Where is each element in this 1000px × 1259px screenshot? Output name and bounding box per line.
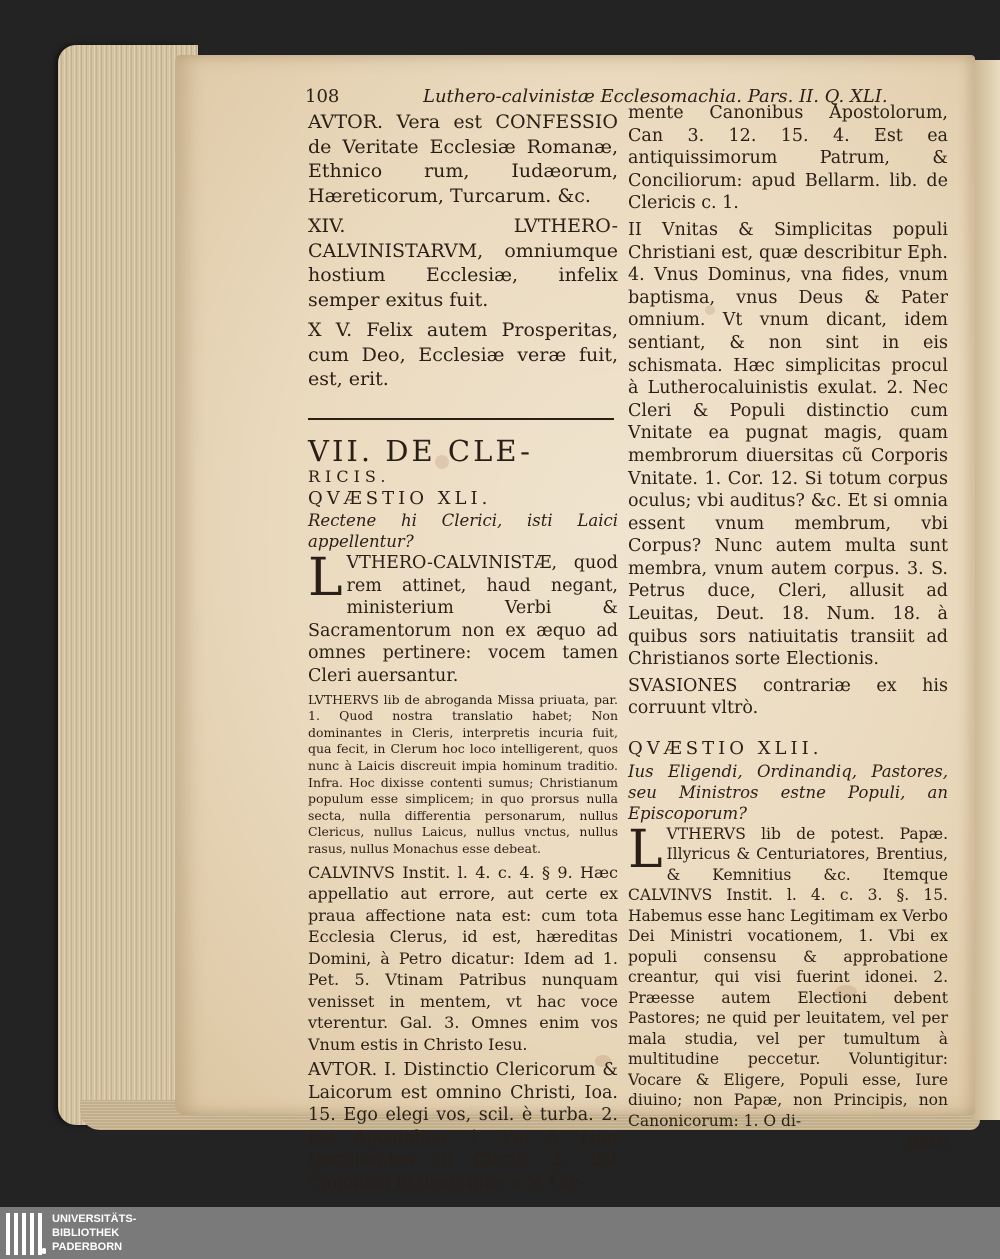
library-name-line: BIBLIOTHEK bbox=[52, 1227, 120, 1239]
page-number: 108 bbox=[305, 86, 340, 107]
library-name-line: UNIVERSITÄTS- bbox=[52, 1213, 137, 1225]
paragraph: SVASIONES contrariæ ex his corruunt vltrò. bbox=[628, 675, 948, 719]
paragraph: AVTOR. I. Distinctio Clericorum & Laicorum est omnino Christi, Ioa. 15. Ego elegi vos, scil. è turba. 2. Est Apostolica, 1. Pet 5. Non Dominantes in Cleris. 3. Est Canonica in descriptis à S. Cle- bbox=[308, 1060, 618, 1194]
paragraph-text: VTHERO-CALVINISTÆ, quod rem attinet, haud negant, ministerium Verbi & Sacramentorum non ex æquo ad omnes pertinere: vocem tamen Cleri auersantur. bbox=[308, 553, 618, 687]
paragraph: CALVINVS Instit. l. 4. c. 4. § 9. Hæc appellatio aut errore, aut certe ex praua affectione nata est: cum tota Ecclesia Clerus, id est, hæreditas Domini, à Petro dicatur: Idem ad 1. Pet. 5. Vtinam Patribus nunquam venisset in mentem, vt hac voce vterentur. Gal. 3. Omnes enim vos Vnum estis in Christo Iesu. bbox=[308, 862, 618, 1054]
question-heading: QVÆSTIO XLI. bbox=[308, 487, 492, 509]
paragraph: AVTOR. Vera est CONFESSIO de Veritate Ecclesiæ Romanæ, Ethnico rum, Iudæorum, Hæreticorum, Turcarum. &c. bbox=[308, 111, 618, 207]
paragraph bbox=[628, 819, 948, 1132]
library-logo-icon bbox=[6, 1213, 46, 1255]
running-title: Luthero-calvinistæ Ecclesomachia. Pars. II. Q. XLI. bbox=[423, 86, 888, 107]
paragraph: II Vnitas & Simplicitas populi Christiani est, quæ describitur Eph. 4. Vnus Dominus, vna fides, vnum baptisma, vnus Deus & Pater omnium. Vt vnum dicant, idem sentiant, & non sint in eis schismata. Hæc simplicitas procul à Lutherocaluinistis exulat. 2. Nec Cleri & Populi distinctio cum Vnitate ea pugnat magis, quam membrorum diuersitas cũ Corporis Vnitate. 1. Cor. 12. Si totum corpus oculus; vbi auditus? &c. Et si omnia essent vnum membrum, vbi Corpus? Nunc autem multa sunt membra, vnum autem corpus. 3. S. Petrus duce, Cleri, allusit ad Leuitas, Deut. 18. Num. 18. à quibus sors natiuitatis transiit ad Christianos sorte Electionis. bbox=[628, 219, 948, 670]
section-rule bbox=[308, 418, 614, 420]
question-title: Ius Eligendi, Ordinandiq, Pastores, seu Ministros estne Populi, an Episcoporum? bbox=[628, 761, 948, 823]
question-title: Rectene hi Clerici, isti Laici appellentur? bbox=[308, 511, 618, 552]
section-title: VII. DE CLE- bbox=[308, 433, 533, 468]
paragraph: mente Canonibus Apostolorum, Can 3. 12. 15. 4. Est ea antiquissimorum Patrum, & Conciliorum: apud Bellarm. lib. de Clericis c. 1. bbox=[628, 103, 948, 214]
library-footer bbox=[0, 1207, 1000, 1259]
paragraph: X V. Felix autem Prosperitas, cum Deo, Ecclesiæ veræ fuit, est, erit. bbox=[308, 319, 618, 390]
library-name bbox=[52, 1212, 136, 1254]
paragraph-text: VTHERVS lib de potest. Papæ. Illyricus & Centuriatores, Brentius, & Kemnitius &c. Itemque CALVINVS Instit. l. 4. c. 3. §. 15. Habemus esse hanc Legitimam ex Verbo Dei Ministri vocationem, 1. Vbi ex populi consensu & approbatione creantur, qui visi fuerint idonei. 2. Præesse autem Electioni debent Pastores; ne quid per leuitatem, vel per mala studia, vel per tumultum à multitudine peccetur. Voluntigitur: Vocare & Eligere, Populi esse, Iure diuino; non Papæ, non Principis, non Canonicorum: 1. O di- bbox=[628, 824, 948, 1130]
right-column bbox=[628, 102, 948, 1154]
quotation: LVTHERVS lib de abroganda Missa priuata, par. 1. Quod nostra translatio habet; Non dominantes in Cleris, interpretis incuria fuit, qua fecit, in Clerum hoc loco intelligerent, quos nunc à Laicis discreuit impia hominum traditio. Infra. Hoc dixisse contenti sumus; Christianum populum esse simplicem; in quo prorsus nulla secta, nulla differentia personarum, nullus Clericus, nullus Laicus, nullus vnctus, nullus rasus, nullus Monachus esse debeat. bbox=[308, 691, 618, 856]
paragraph: XIV. LVTHERO-CALVINISTARVM, omniumque hostium Ecclesiæ, infelix semper exitus fuit. bbox=[308, 215, 618, 311]
library-name-line: PADERBORN bbox=[52, 1241, 123, 1253]
left-column bbox=[308, 110, 618, 1195]
question-heading: QVÆSTIO XLII. bbox=[628, 738, 823, 760]
section-title-continued: RICIS. bbox=[308, 466, 391, 486]
catchword: nare bbox=[907, 1132, 948, 1153]
spacer bbox=[628, 720, 948, 738]
drop-cap: L bbox=[308, 548, 343, 609]
paragraph bbox=[308, 548, 618, 688]
facing-page-edge bbox=[972, 60, 1000, 1120]
drop-cap: L bbox=[628, 819, 663, 880]
